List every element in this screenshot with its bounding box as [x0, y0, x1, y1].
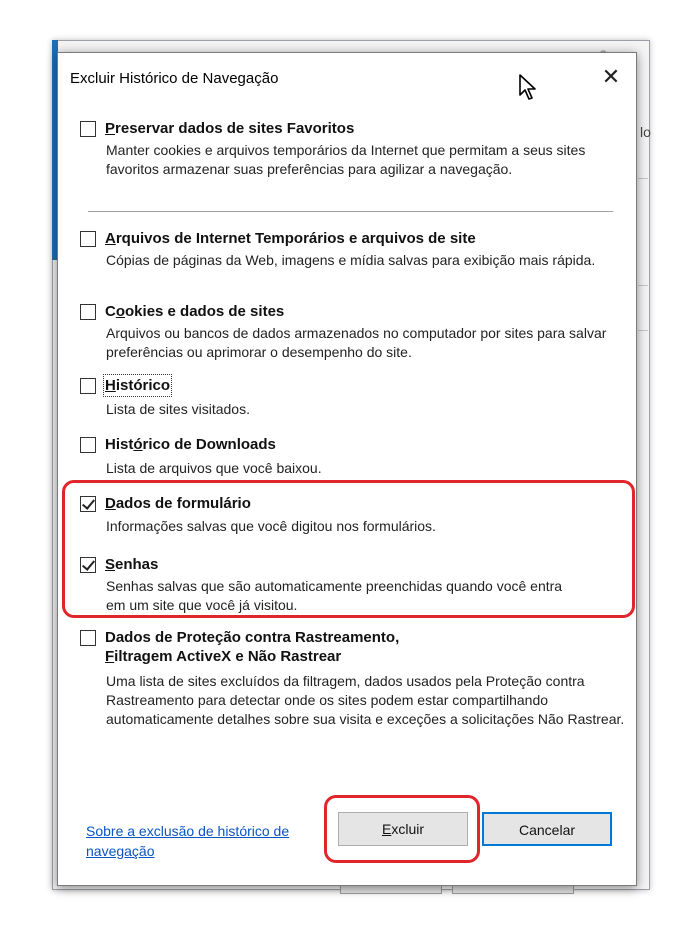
background-divider: [638, 178, 648, 179]
option-description: Cópias de páginas da Web, imagens e mídia salvas para exibição mais rápida.: [106, 252, 596, 268]
about-deleting-history-link[interactable]: Sobre a exclusão de histórico de navegação: [86, 823, 290, 859]
checkbox[interactable]: [80, 630, 96, 646]
background-divider: [638, 330, 648, 331]
option-title: Preservar dados de sites Favoritos: [105, 120, 355, 137]
divider: [88, 211, 613, 212]
close-button[interactable]: ✕: [601, 64, 621, 89]
option-description: Arquivos ou bancos de dados armazenados no computador por sites para salvar preferências ou aprimorar o desempenho do site.: [106, 325, 607, 360]
option-title: Cookies e dados de sites: [105, 303, 285, 320]
mouse-pointer-icon: [518, 73, 540, 101]
title-bar: [58, 53, 636, 105]
background-divider: [638, 285, 648, 286]
option-description: Uma lista de sites excluídos da filtragem, dados usados pela Proteção contra Rastreamento para detectar onde os sites podem estar compartilhando automaticamente detalhes sobre sua visita e exceções a solicitações Não Rastrear.: [106, 673, 625, 727]
option-title: Histórico de Downloads: [105, 436, 276, 453]
checkbox[interactable]: [80, 121, 96, 137]
checkbox[interactable]: [80, 231, 96, 247]
checkbox[interactable]: [80, 304, 96, 320]
option-title: Dados de Proteção contra Rastreamento, Filtragem ActiveX e Não Rastrear: [105, 629, 400, 665]
dialog-title: Excluir Histórico de Navegação: [70, 70, 279, 87]
option-title: Senhas: [105, 556, 159, 573]
option-description: Lista de sites visitados.: [106, 401, 250, 417]
option-title: Dados de formulário: [105, 495, 251, 512]
option-description: Lista de arquivos que você baixou.: [106, 460, 322, 476]
delete-browsing-history-dialog: [57, 52, 637, 886]
highlight-box: [62, 480, 635, 618]
background-label: lo: [640, 124, 651, 140]
delete-button[interactable]: Excluir: [338, 812, 468, 846]
option-title: Arquivos de Internet Temporários e arquivos de site: [105, 230, 476, 247]
option-description: Manter cookies e arquivos temporários da Internet que permitam a seus sites favoritos armazenar suas preferências para agilizar a navegação.: [106, 142, 586, 177]
checkbox[interactable]: [80, 378, 96, 394]
checkbox[interactable]: [80, 437, 96, 453]
option-description: Informações salvas que você digitou nos formulários.: [106, 518, 436, 534]
option-description: Senhas salvas que são automaticamente preenchidas quando você entra em um site que você já visitou.: [106, 578, 563, 613]
option-title: Histórico: [105, 377, 171, 394]
cancel-button[interactable]: Cancelar: [482, 812, 612, 846]
